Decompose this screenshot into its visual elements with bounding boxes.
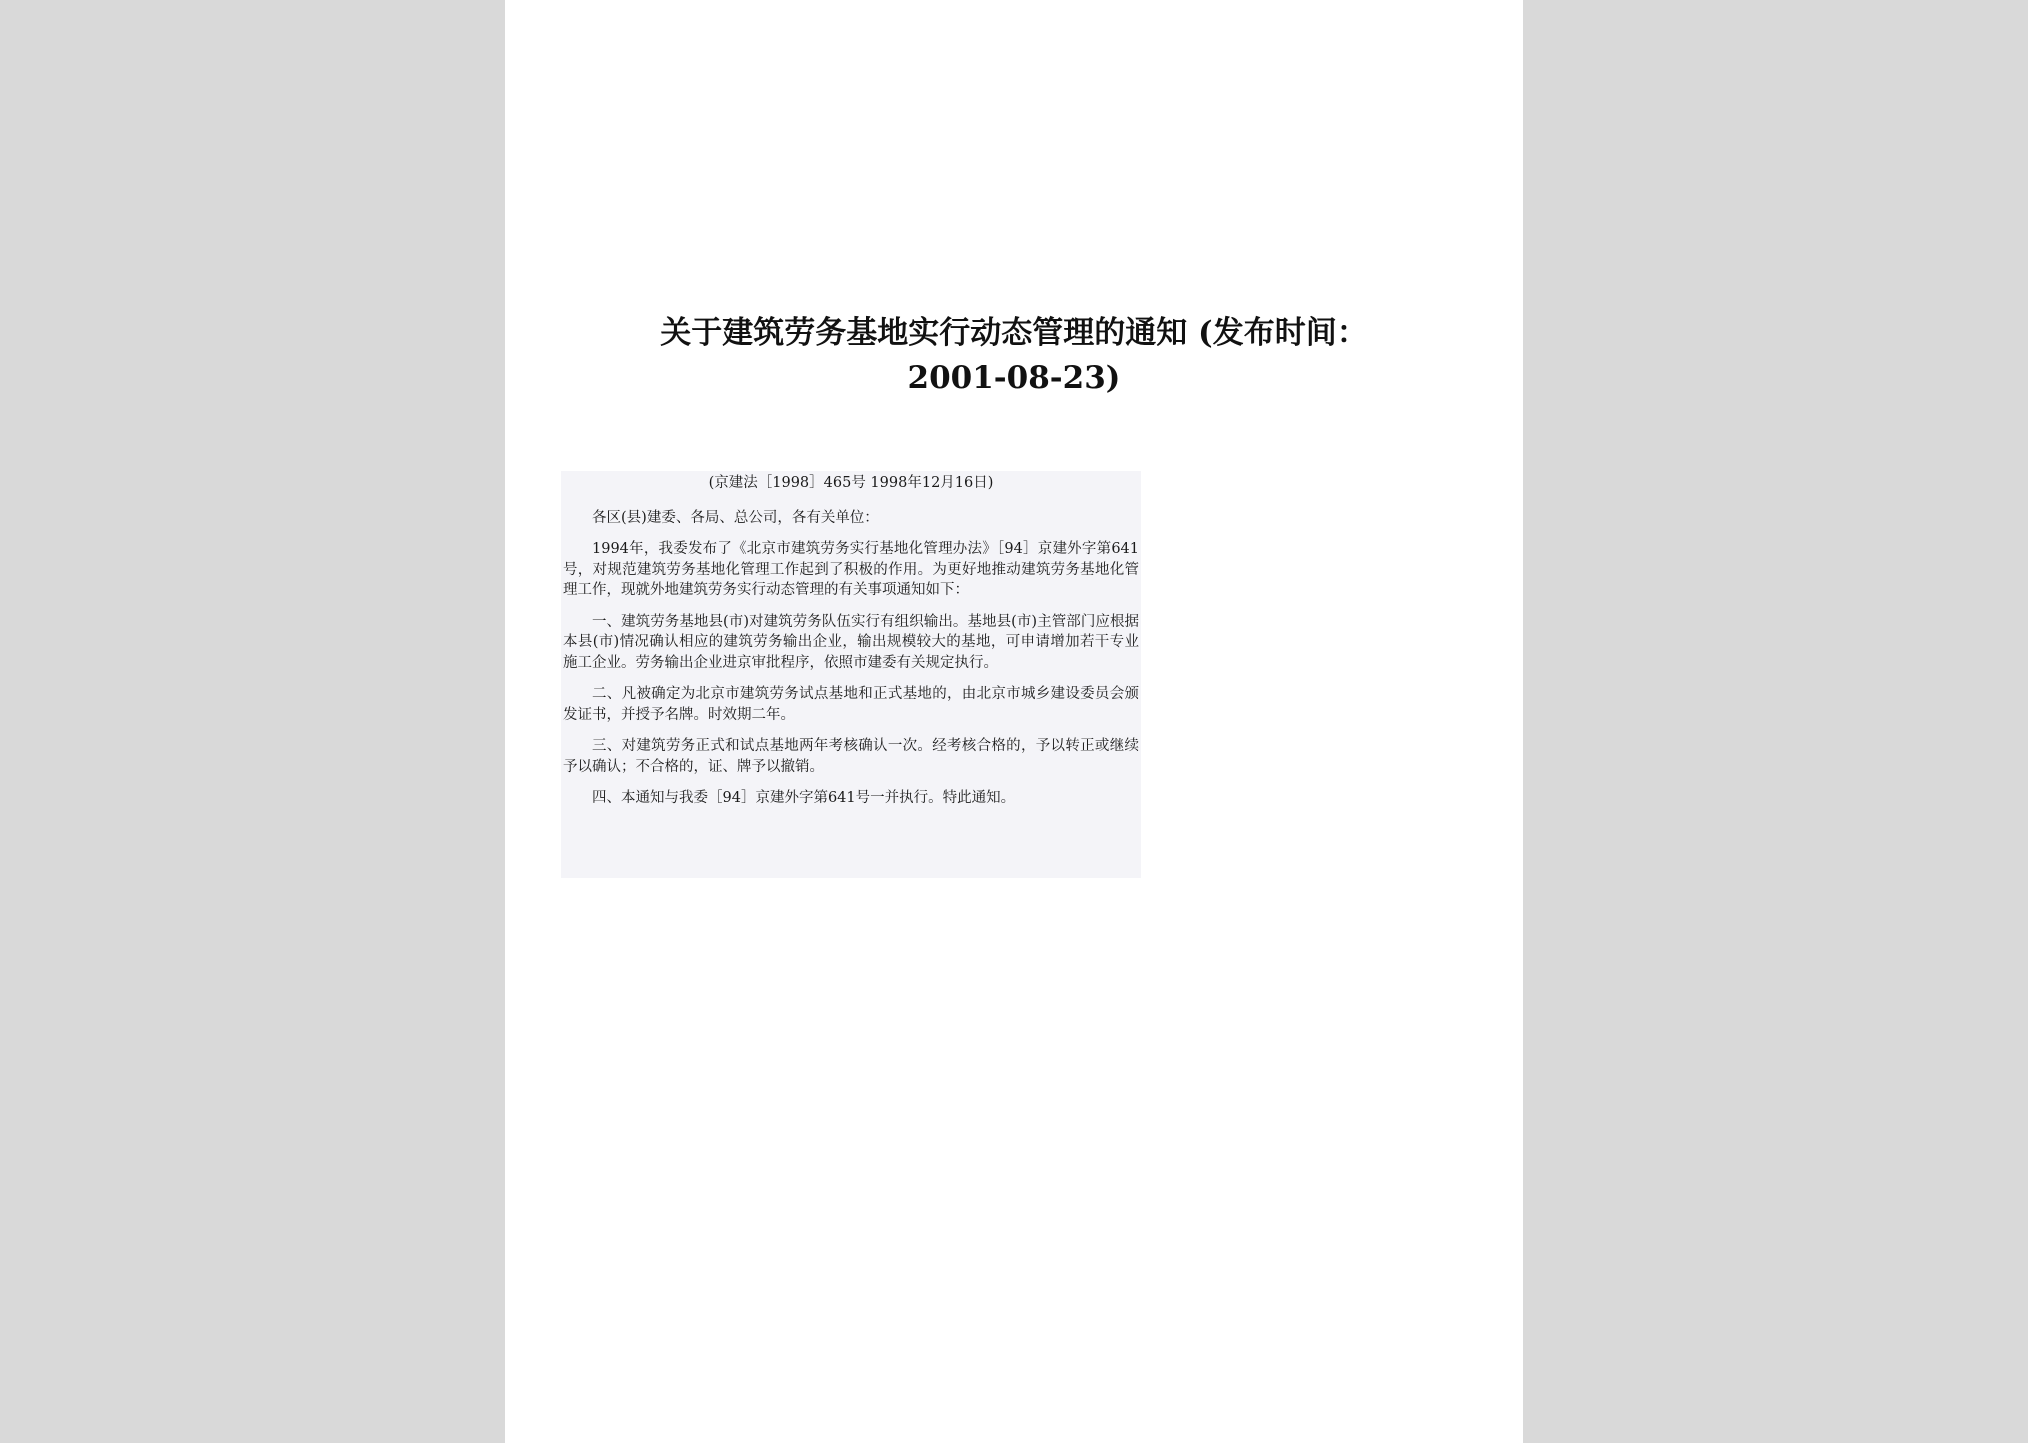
paragraph-item-2: 二、凡被确定为北京市建筑劳务试点基地和正式基地的，由北京市城乡建设委员会颁发证书，并授予名牌。时效期二年。 xyxy=(563,686,1139,723)
paragraph-item-1: 一、建筑劳务基地县(市)对建筑劳务队伍实行有组织输出。基地县(市)主管部门应根据本县(市)情况确认相应的建筑劳务输出企业，输出规模较大的基地，可申请增加若干专业施工企业。劳务输出企业进京审批程序，依照市建委有关规定执行。 xyxy=(563,613,1139,671)
document-title xyxy=(505,311,1523,401)
salutation: 各区(县)建委、各局、总公司，各有关单位： xyxy=(592,509,879,526)
scanned-notice-body xyxy=(561,471,1141,878)
paragraph-item-4: 四、本通知与我委［94］京建外字第641号一并执行。特此通知。 xyxy=(592,790,1016,806)
title-line-1: 关于建筑劳务基地实行动态管理的通知 (发布时间： xyxy=(660,314,1368,351)
paragraph-item-3: 三、对建筑劳务正式和试点基地两年考核确认一次。经考核合格的，予以转正或继续予以确认；不合格的，证、牌予以撤销。 xyxy=(563,738,1139,775)
paragraph-intro: 1994年，我委发布了《北京市建筑劳务实行基地化管理办法》［94］京建外字第641号，对规范建筑劳务基地化管理工作起到了积极的作用。为更好地推动建筑劳务基地化管理工作，现就外地建筑劳务实行动态管理的有关事项通知如下： xyxy=(563,541,1139,598)
document-reference: (京建法［1998］465号 1998年12月16日) xyxy=(708,475,994,491)
document-page xyxy=(505,0,1523,1443)
title-line-2: 2001-08-23) xyxy=(907,359,1121,396)
